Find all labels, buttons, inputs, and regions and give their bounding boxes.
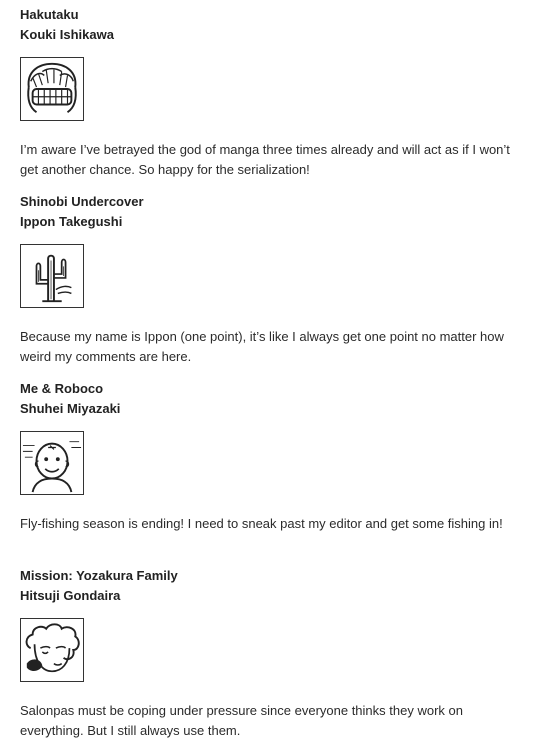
author-comment-entry (20, 379, 520, 531)
series-title: Shinobi Undercover (20, 194, 144, 209)
author-comment-text: Salonpas must be coping under pressure since everyone thinks they work on everything. But I still always use them. (20, 703, 463, 738)
series-title: Me & Roboco (20, 381, 104, 396)
author-name: Shuhei Miyazaki (20, 401, 121, 416)
author-comment-entry (20, 5, 520, 177)
author-comment-entry (20, 192, 520, 364)
series-title: Hakutaku (20, 7, 79, 22)
author-comment-text: I’m aware I’ve betrayed the god of manga three times already and will act as if I won’t get another chance. So happy for the serialization! (20, 142, 510, 177)
author-name: Ippon Takegushi (20, 214, 123, 229)
author-comment-entry (20, 566, 520, 738)
author-portrait-sheep-icon (20, 618, 84, 682)
series-title: Mission: Yozakura Family (20, 568, 178, 583)
author-portrait-cactus-icon (20, 244, 84, 308)
author-portrait-grinning-face-icon (20, 57, 84, 121)
author-comment-text: Fly-fishing season is ending! I need to sneak past my editor and get some fishing in! (20, 516, 503, 531)
author-name: Kouki Ishikawa (20, 27, 114, 42)
author-portrait-bald-man-icon (20, 431, 84, 495)
author-name: Hitsuji Gondaira (20, 588, 121, 603)
author-comment-text: Because my name is Ippon (one point), it’s like I always get one point no matter how weird my comments are here. (20, 329, 504, 364)
